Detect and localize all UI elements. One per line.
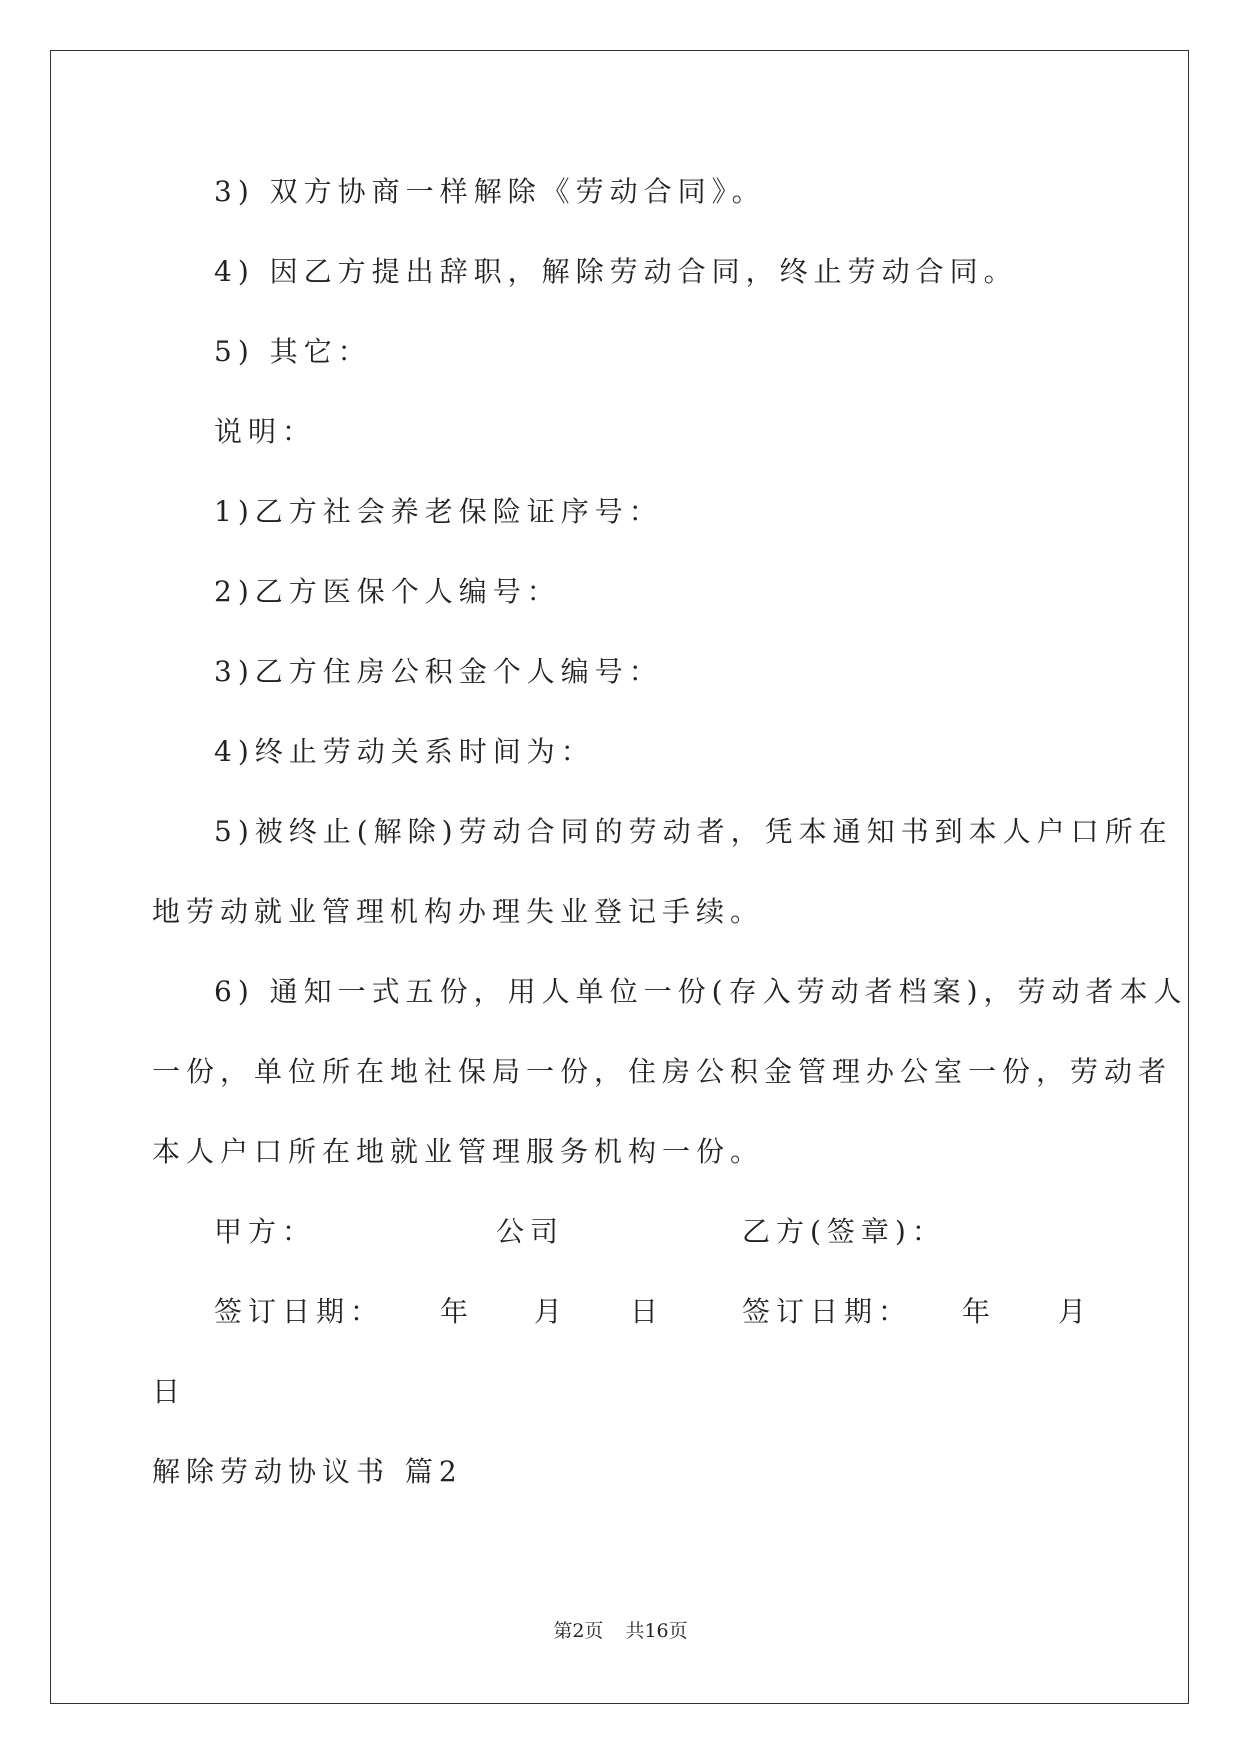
year-a: 年 xyxy=(440,1295,475,1328)
note-2: 2)乙方医保个人编号： xyxy=(214,575,561,608)
page-total: 共16页 xyxy=(625,1620,688,1642)
note-6-line-2: 一份，单位所在地社保局一份，住房公积金管理办公室一份，劳动者 xyxy=(152,1055,1173,1088)
signature-parties xyxy=(0,1212,1241,1252)
day-b: 日 xyxy=(152,1375,187,1408)
clause-3: 3) 双方协商一样解除《劳动合同》。 xyxy=(214,175,766,208)
note-1: 1)乙方社会养老保险证序号： xyxy=(214,495,663,528)
day-a: 日 xyxy=(630,1295,665,1328)
clause-4: 4) 因乙方提出辞职，解除劳动合同，终止劳动合同。 xyxy=(214,255,1018,288)
note-5-line-2: 地劳动就业管理机构办理失业登记手续。 xyxy=(152,895,765,928)
date-label-a: 签订日期： xyxy=(214,1295,385,1328)
year-b: 年 xyxy=(962,1295,997,1328)
note-6-line-1: 6) 通知一式五份，用人单位一份(存入劳动者档案)，劳动者本人 xyxy=(214,975,1188,1008)
note-5-line-1: 5)被终止(解除)劳动合同的劳动者，凭本通知书到本人户口所在 xyxy=(214,815,1173,848)
company-label: 公司 xyxy=(496,1215,565,1248)
month-b: 月 xyxy=(1058,1295,1093,1328)
date-label-b: 签订日期： xyxy=(742,1295,913,1328)
note-3: 3)乙方住房公积金个人编号： xyxy=(214,655,663,688)
note-4: 4)终止劳动关系时间为： xyxy=(214,735,595,768)
month-a: 月 xyxy=(534,1295,569,1328)
note-6-line-3: 本人户口所在地就业管理服务机构一份。 xyxy=(152,1135,765,1168)
section-heading: 解除劳动协议书 篇2 xyxy=(152,1455,463,1488)
notes-heading: 说明： xyxy=(214,415,317,448)
page-number: 第2页 xyxy=(553,1620,604,1642)
clause-5: 5) 其它： xyxy=(214,335,372,368)
party-a-label: 甲方： xyxy=(214,1215,317,1248)
party-b-label: 乙方(签章)： xyxy=(742,1215,946,1248)
signature-dates xyxy=(0,1292,1241,1332)
page-footer xyxy=(0,1616,1241,1643)
